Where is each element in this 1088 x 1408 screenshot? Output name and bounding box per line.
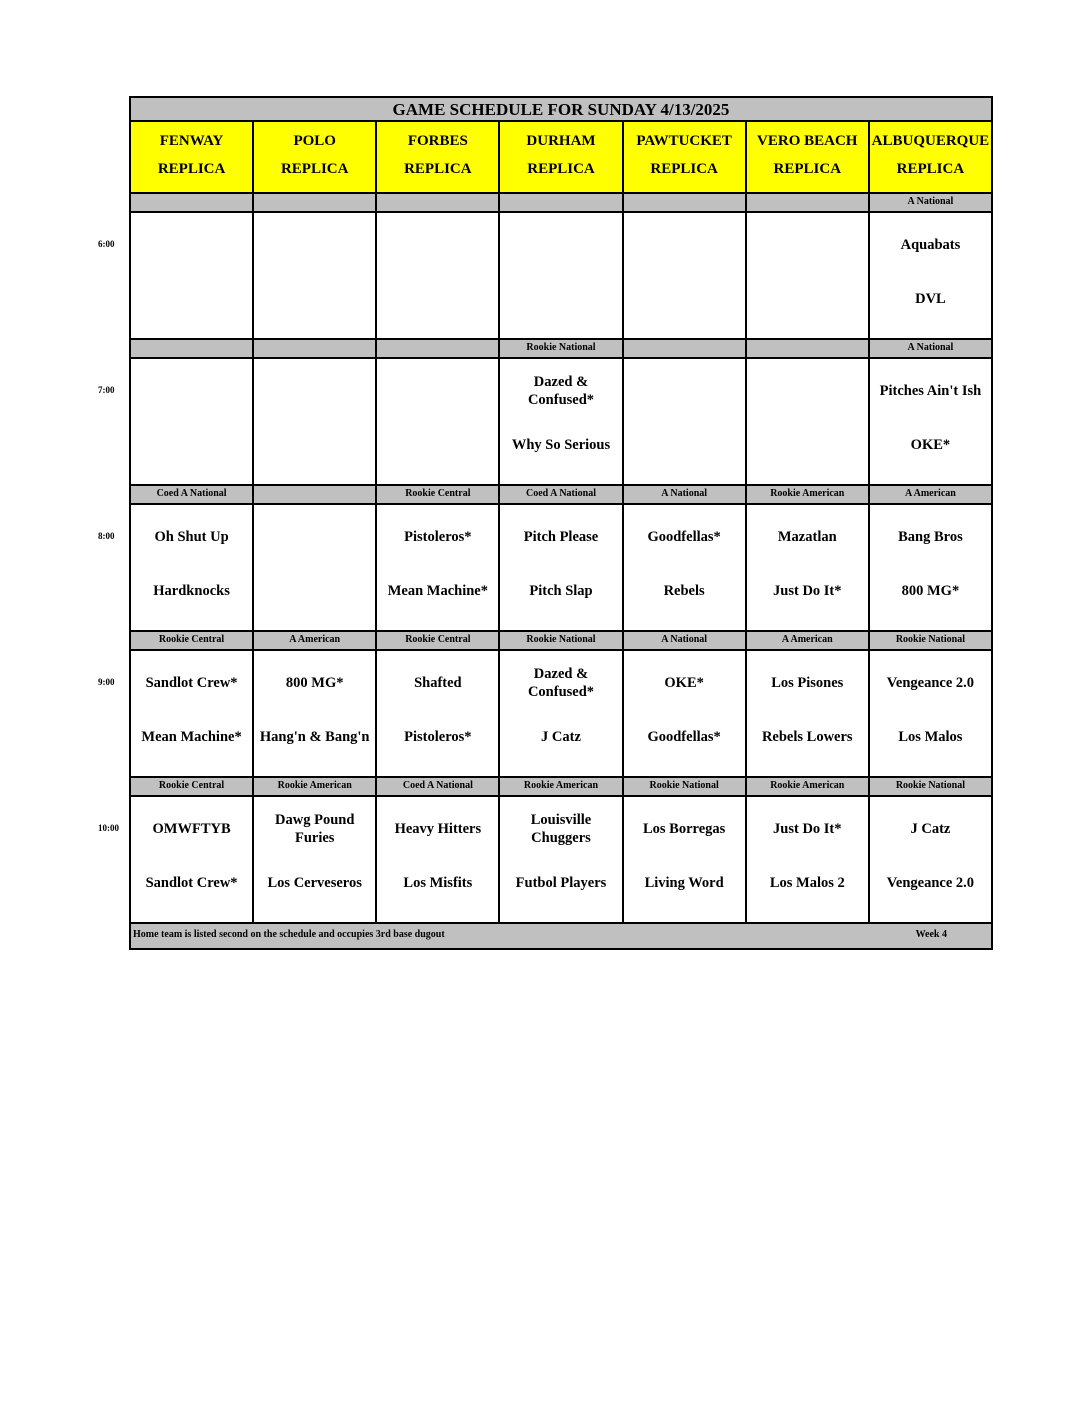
field-name: FENWAY (159, 133, 224, 149)
game-cell (870, 651, 993, 778)
home-team (377, 433, 498, 457)
division-label: Rookie National (500, 340, 623, 359)
home-team (254, 433, 375, 457)
division-label: A American (747, 632, 870, 651)
away-team: Los Borregas (642, 821, 726, 837)
schedule-footer (129, 924, 993, 950)
division-label: A National (870, 194, 993, 213)
away-team: Los Pisones (771, 675, 844, 691)
away-team: Pitches Ain't Ish (879, 383, 982, 399)
field-name: POLO (293, 133, 336, 149)
away-team: Heavy Hitters (394, 821, 482, 837)
division-label (254, 340, 377, 359)
game-cell (254, 651, 377, 778)
game-cell (870, 797, 993, 924)
away-team: OMWFTYB (152, 821, 231, 837)
field-type: REPLICA (280, 161, 349, 177)
game-cell (500, 505, 623, 632)
game-cell (254, 505, 377, 632)
home-team-note: Home team is listed second on the schedule and occupies 3rd base dugout (133, 929, 445, 940)
division-label: Rookie National (500, 632, 623, 651)
home-team (624, 433, 745, 457)
away-team: Shafted (414, 675, 462, 691)
away-team (747, 221, 868, 269)
game-cell (624, 213, 747, 340)
home-team (254, 287, 375, 311)
home-team: Hang'n & Bang'n (259, 729, 370, 745)
away-team: OKE* (664, 675, 704, 691)
field-header-row (129, 122, 993, 194)
game-row (129, 651, 993, 778)
division-label: Rookie National (870, 778, 993, 797)
time-slot-block (98, 632, 993, 778)
game-cell (747, 359, 870, 486)
field-name: ALBUQUERQUE (871, 133, 990, 149)
home-team: Living Word (644, 875, 724, 891)
game-cell (624, 505, 747, 632)
division-label (377, 340, 500, 359)
division-label (747, 340, 870, 359)
away-team (131, 367, 252, 415)
division-label: Rookie American (747, 778, 870, 797)
game-row (129, 359, 993, 486)
away-team: Vengeance 2.0 (886, 675, 975, 691)
home-team (377, 287, 498, 311)
game-cell (254, 213, 377, 340)
away-team: Goodfellas* (647, 529, 721, 545)
field-type: REPLICA (157, 161, 226, 177)
division-label: Rookie National (624, 778, 747, 797)
division-label: A American (870, 486, 993, 505)
home-team: Sandlot Crew* (145, 875, 238, 891)
away-team: Oh Shut Up (154, 529, 229, 545)
away-team (377, 221, 498, 269)
home-team: DVL (915, 291, 946, 307)
field-type: REPLICA (773, 161, 842, 177)
game-cell (254, 797, 377, 924)
field-header-forbes (377, 122, 500, 194)
field-name: PAWTUCKET (636, 133, 732, 149)
division-label (254, 486, 377, 505)
time-slots (98, 194, 993, 924)
home-team (131, 433, 252, 457)
game-cell (747, 797, 870, 924)
away-team (254, 367, 375, 415)
away-team (624, 221, 745, 269)
game-cell (624, 797, 747, 924)
home-team: Rebels (663, 583, 705, 599)
division-row (129, 194, 993, 213)
field-header-fenway (131, 122, 254, 194)
home-team: Mean Machine* (387, 583, 488, 599)
game-cell (870, 359, 993, 486)
division-label: Rookie American (747, 486, 870, 505)
game-cell (377, 797, 500, 924)
division-label: A National (870, 340, 993, 359)
home-team (747, 433, 868, 457)
home-team: Los Malos (898, 729, 963, 745)
game-cell (377, 505, 500, 632)
home-team: Vengeance 2.0 (886, 875, 975, 891)
game-cell (131, 359, 254, 486)
time-label: 8:00 (98, 531, 115, 541)
away-team: Just Do It* (773, 821, 842, 837)
game-cell (131, 505, 254, 632)
home-team: OKE* (910, 437, 951, 453)
division-label (624, 194, 747, 213)
game-row (129, 797, 993, 924)
game-cell (747, 651, 870, 778)
home-team: Futbol Players (515, 875, 607, 891)
game-cell (377, 651, 500, 778)
home-team: 800 MG* (901, 583, 960, 599)
time-label: 7:00 (98, 385, 115, 395)
schedule-table (98, 96, 993, 950)
game-cell (377, 213, 500, 340)
game-row (129, 505, 993, 632)
field-name: DURHAM (526, 133, 596, 149)
time-label: 10:00 (98, 823, 119, 833)
time-slot-block (98, 340, 993, 486)
home-team: Mean Machine* (141, 729, 242, 745)
away-team: Dawg Pound Furies (275, 812, 355, 846)
away-team: Louisville Chuggers (530, 812, 592, 846)
away-team: Bang Bros (898, 529, 963, 545)
game-cell (131, 213, 254, 340)
away-team: Dazed & Confused* (527, 374, 595, 408)
division-row (129, 632, 993, 651)
division-label: Rookie American (500, 778, 623, 797)
time-slot-block (98, 194, 993, 340)
game-cell (131, 797, 254, 924)
division-label (131, 194, 254, 213)
away-team: Pitch Please (523, 529, 599, 545)
field-header-pawtucket (624, 122, 747, 194)
field-type: REPLICA (404, 161, 472, 177)
home-team (624, 287, 745, 311)
game-cell (131, 651, 254, 778)
time-label: 9:00 (98, 677, 115, 687)
field-header-durham (500, 122, 623, 194)
game-cell (870, 213, 993, 340)
away-team: Pistoleros* (404, 529, 472, 545)
away-team (500, 221, 621, 269)
game-cell (500, 213, 623, 340)
home-team: Los Malos 2 (769, 875, 845, 891)
division-label (500, 194, 623, 213)
schedule-title: GAME SCHEDULE FOR SUNDAY 4/13/2025 (129, 96, 993, 122)
away-team: Dazed & Confused* (527, 666, 595, 700)
away-team: Aquabats (900, 237, 961, 253)
game-cell (624, 651, 747, 778)
week-label: Week 4 (915, 929, 947, 940)
home-team: Just Do It* (773, 583, 842, 599)
division-label: Rookie Central (131, 632, 254, 651)
division-row (129, 340, 993, 359)
away-team: Sandlot Crew* (145, 675, 238, 691)
away-team (254, 513, 375, 561)
field-type: REPLICA (527, 161, 595, 177)
game-cell (747, 505, 870, 632)
game-cell (500, 651, 623, 778)
division-label: Coed A National (131, 486, 254, 505)
game-cell (254, 359, 377, 486)
game-cell (870, 505, 993, 632)
home-team (747, 287, 868, 311)
away-team (624, 367, 745, 415)
time-slot-block (98, 486, 993, 632)
division-label: A National (624, 632, 747, 651)
away-team (747, 367, 868, 415)
division-label: A National (624, 486, 747, 505)
division-label (624, 340, 747, 359)
game-cell (500, 359, 623, 486)
division-label (747, 194, 870, 213)
field-type: REPLICA (896, 161, 965, 177)
home-team: Hardknocks (153, 583, 230, 599)
away-team: J Catz (910, 821, 951, 837)
game-row (129, 213, 993, 340)
away-team (377, 367, 498, 415)
division-label (131, 340, 254, 359)
home-team: Pistoleros* (404, 729, 472, 745)
home-team: Pitch Slap (529, 583, 593, 599)
division-label (254, 194, 377, 213)
away-team: Mazatlan (777, 529, 837, 545)
division-label: Coed A National (377, 778, 500, 797)
home-team (131, 287, 252, 311)
home-team: Goodfellas* (647, 729, 721, 745)
time-label: 6:00 (98, 239, 115, 249)
home-team: Los Cerveseros (267, 875, 362, 891)
home-team (254, 579, 375, 603)
home-team: Los Misfits (403, 875, 473, 891)
field-header-polo (254, 122, 377, 194)
field-header-vero-beach (747, 122, 870, 194)
home-team: J Catz (541, 729, 581, 745)
field-header-albuquerque (870, 122, 993, 194)
division-row (129, 778, 993, 797)
division-label (377, 194, 500, 213)
away-team (254, 221, 375, 269)
field-type: REPLICA (650, 161, 718, 177)
division-label: Rookie National (870, 632, 993, 651)
division-label: Coed A National (500, 486, 623, 505)
division-label: A American (254, 632, 377, 651)
division-label: Rookie Central (377, 486, 500, 505)
division-label: Rookie Central (377, 632, 500, 651)
division-label: Rookie American (254, 778, 377, 797)
game-cell (624, 359, 747, 486)
away-team: 800 MG* (285, 675, 344, 691)
field-name: VERO BEACH (757, 133, 858, 149)
game-cell (500, 797, 623, 924)
game-cell (377, 359, 500, 486)
game-cell (747, 213, 870, 340)
home-team: Rebels Lowers (761, 729, 853, 745)
away-team (131, 221, 252, 269)
division-label: Rookie Central (131, 778, 254, 797)
field-name: FORBES (407, 133, 468, 149)
division-row (129, 486, 993, 505)
home-team: Why So Serious (511, 437, 611, 453)
home-team (500, 287, 621, 311)
time-slot-block (98, 778, 993, 924)
